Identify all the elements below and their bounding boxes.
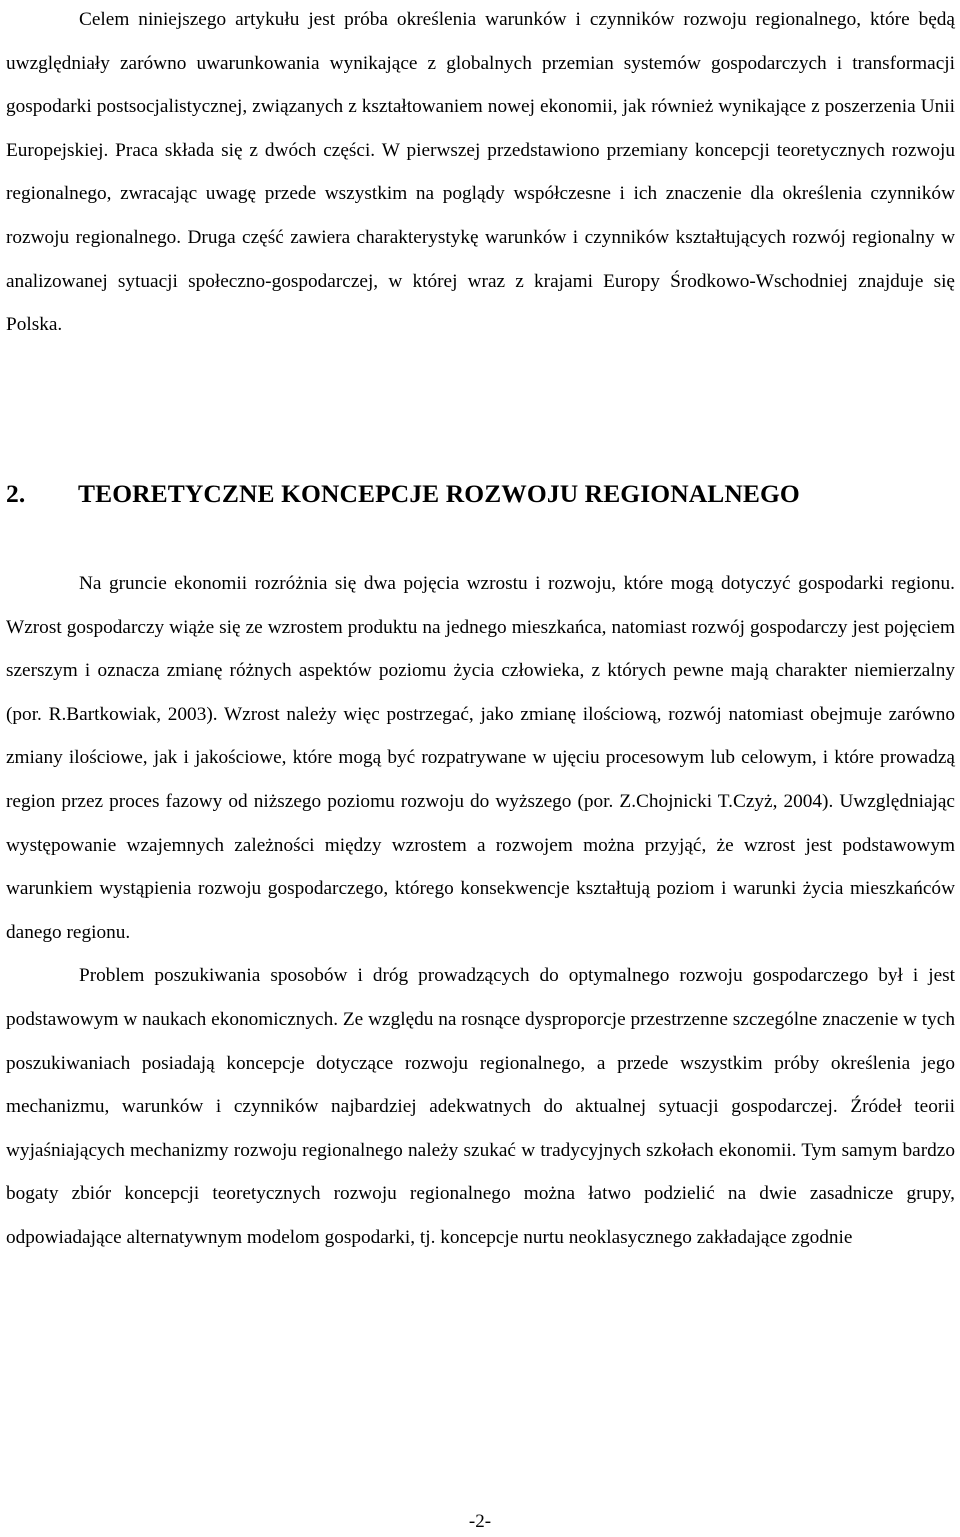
section-title: TEORETYCZNE KONCEPCJE ROZWOJU REGIONALNEGO — [78, 479, 800, 508]
page-number: -2- — [468, 1511, 492, 1532]
growth-paragraph: Na gruncie ekonomii rozróżnia się dwa pojęcia wzrostu i rozwoju, które mogą dotyczyć gospodarki regionu. Wzrost gospodarczy wiąże się ze wzrostem produktu na jednego mieszkańca, natomiast rozwój gospodarczy jest pojęciem szerszym i oznacza zmianę różnych aspektów poziomu życia człowieka, z których pewne mają charakter niemierzalny (por. R.Bartkowiak, 2003). Wzrost należy więc postrzegać, jako zmianę ilościową, rozwój natomiast obejmuje zarówno zmiany ilościowe, jak i jakościowe, które mogą być rozpatrywane w ujęciu procesowym lub celowym, i które prowadzą region przez proces fazowy od niższego poziomu rozwoju do wyższego (por. Z.Chojnicki T.Czyż, 2004). Uwzględniając występowanie wzajemnych zależności między wzrostem a rozwojem można przyjąć, że wzrost jest podstawowym warunkiem wystąpienia rozwoju gospodarczego, którego konsekwencje kształtują poziom i warunki życia mieszkańców danego regionu. — [6, 573, 955, 943]
section-body — [6, 562, 955, 1260]
document-page — [6, 0, 955, 1248]
section-number: 2. — [6, 479, 26, 508]
intro-paragraph: Celem niniejszego artykułu jest próba określenia warunków i czynników rozwoju regionalnego, które będą uwzględniały zarówno uwarunkowania wynikające z globalnych przemian systemów gospodarczych i transformacji gospodarki postsocjalistycznej, związanych z kształtowaniem nowej ekonomii, jak również wynikające z poszerzenia Unii Europejskiej. Praca składa się z dwóch części. W pierwszej przedstawiono przemiany koncepcji teoretycznych rozwoju regionalnego, zwracając uwagę przede wszystkim na poglądy współczesne i ich znaczenie dla określenia czynników rozwoju regionalnego. Druga część zawiera charakterystykę warunków i czynników kształtujących rozwój regionalny w analizowanej sytuacji społeczno-gospodarczej, w której wraz z krajami Europy Środkowo-Wschodniej znajduje się Polska. — [6, 9, 955, 336]
section-heading — [6, 479, 800, 509]
problem-paragraph: Problem poszukiwania sposobów i dróg prowadzących do optymalnego rozwoju gospodarczego był i jest podstawowym w naukach ekonomicznych. Ze względu na rosnące dysproporcje przestrzenne szczególne znaczenie w tych poszukiwaniach posiadają koncepcje dotyczące rozwoju regionalnego, a przede wszystkim próby określenia jego mechanizmu, warunków i czynników najbardziej adekwatnych do aktualnej sytuacji gospodarczej. Źródeł teorii wyjaśniających mechanizmy rozwoju regionalnego należy szukać w tradycyjnych szkołach ekonomii. Tym samym bardzo bogaty zbiór koncepcji teoretycznych rozwoju regionalnego można łatwo podzielić na dwie zasadnicze grupy, odpowiadające alternatywnym modelom gospodarki, tj. koncepcje nurtu neoklasycznego zakładające zgodnie — [6, 965, 955, 1248]
